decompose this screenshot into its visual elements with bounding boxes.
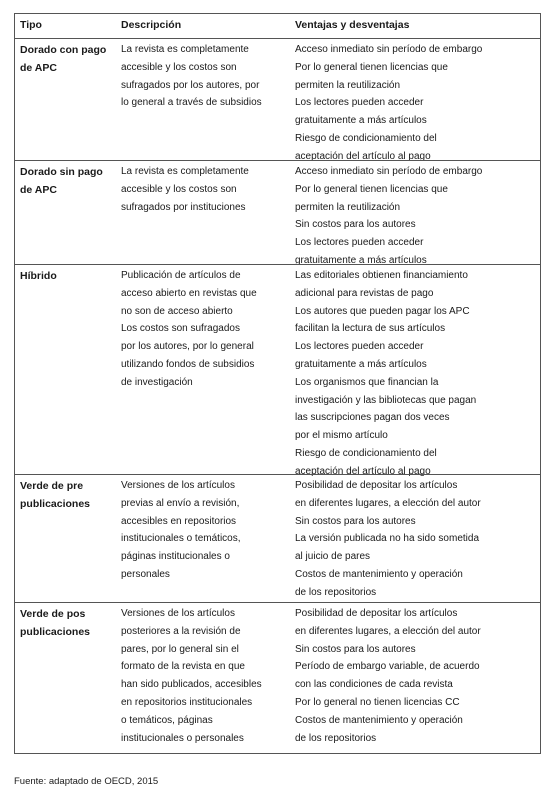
cell-line: Riesgo de condicionamiento del <box>295 132 437 144</box>
cell-line: acceso abierto en revistas que <box>121 287 257 299</box>
cell-line: accesible y los costos son <box>121 183 237 195</box>
cell-pros-cons <box>295 41 535 166</box>
cell-line: sufragados por los autores, por <box>121 79 260 91</box>
cell-line: Versiones de los artículos <box>121 608 235 619</box>
cell-line: Acceso inmediato sin período de embargo <box>295 166 483 177</box>
table-row <box>15 474 540 602</box>
cell-line: La revista es completamente <box>121 166 249 177</box>
cell-line: permiten la reutilización <box>295 201 401 213</box>
cell-pros-cons <box>295 267 535 481</box>
cell-line: al juicio de pares <box>295 551 371 563</box>
cell-line: lo general a través de subsidios <box>121 97 262 109</box>
cell-line: Por lo general tienen licencias que <box>295 183 448 195</box>
cell-line: en diferentes lugares, a elección del autor <box>295 625 481 637</box>
cell-line: Híbrido <box>20 270 57 282</box>
cell-line: accesibles en repositorios <box>121 515 237 527</box>
cell-line: Verde de pre <box>20 480 84 492</box>
cell-line: Costos de mantenimiento y operación <box>295 568 463 580</box>
table-row <box>15 602 540 753</box>
cell-description <box>121 605 291 747</box>
cell-line: Las editoriales obtienen financiamiento <box>295 270 468 281</box>
header-type: Tipo <box>20 19 42 31</box>
cell-line: previas al envío a revisión, <box>121 497 240 509</box>
cell-pros-cons <box>295 605 535 747</box>
source-note: Fuente: adaptado de OECD, 2015 <box>14 776 159 787</box>
cell-line: han sido publicados, accesibles <box>121 679 262 691</box>
cell-line: Por lo general no tienen licencias CC <box>295 696 460 708</box>
cell-line: por el mismo artículo <box>295 430 388 442</box>
cell-type <box>20 267 116 285</box>
cell-type <box>20 41 116 77</box>
cell-line: gratuitamente a más artículos <box>295 254 427 266</box>
table-header <box>15 14 540 38</box>
cell-line: de los repositorios <box>295 732 377 744</box>
cell-line: Los lectores pueden acceder <box>295 97 424 109</box>
cell-type <box>20 605 116 641</box>
cell-line: pares, por lo general sin el <box>121 643 239 655</box>
cell-line: Por lo general tienen licencias que <box>295 61 448 73</box>
cell-line: de investigación <box>121 376 193 388</box>
cell-line: de los repositorios <box>295 586 377 598</box>
cell-line: facilitan la lectura de sus artículos <box>295 323 446 335</box>
cell-line: La versión publicada no ha sido sometida <box>295 533 480 545</box>
cell-line: aceptación del artículo al pago <box>295 465 431 477</box>
cell-line: o temáticos, páginas <box>121 714 213 726</box>
cell-line: adicional para revistas de pago <box>295 287 434 299</box>
header-description: Descripción <box>121 19 182 31</box>
cell-line: Los lectores pueden acceder <box>295 341 424 353</box>
cell-line: posteriores a la revisión de <box>121 625 241 637</box>
cell-pros-cons <box>295 477 535 602</box>
cell-line: Los lectores pueden acceder <box>295 237 424 249</box>
header-pros-cons: Ventajas y desventajas <box>295 19 410 31</box>
cell-line: institucionales o temáticos, <box>121 533 241 545</box>
table-row <box>15 160 540 264</box>
table-row <box>15 264 540 477</box>
cell-line: gratuitamente a más artículos <box>295 115 427 127</box>
cell-line: Período de embargo variable, de acuerdo <box>295 661 480 673</box>
cell-line: Los costos son sufragados <box>121 323 240 335</box>
cell-line: La revista es completamente <box>121 44 249 55</box>
cell-line: de APC <box>20 62 57 74</box>
cell-line: gratuitamente a más artículos <box>295 358 427 370</box>
cell-line: Publicación de artículos de <box>121 270 241 281</box>
cell-line: personales <box>121 568 170 580</box>
cell-line: Sin costos para los autores <box>295 219 416 231</box>
cell-line: Riesgo de condicionamiento del <box>295 447 437 459</box>
comparison-table <box>14 13 541 754</box>
cell-line: Dorado sin pago <box>20 166 103 178</box>
cell-line: accesible y los costos son <box>121 61 237 73</box>
cell-description <box>121 41 291 112</box>
cell-line: publicaciones <box>20 498 91 510</box>
cell-line: Dorado con pago <box>20 44 107 56</box>
cell-line: en repositorios institucionales <box>121 696 253 708</box>
cell-type <box>20 163 116 199</box>
cell-line: sufragados por instituciones <box>121 201 246 213</box>
cell-description <box>121 477 291 584</box>
cell-line: las suscripciones pagan dos veces <box>295 412 450 424</box>
cell-line: páginas institucionales o <box>121 551 230 563</box>
cell-line: Los autores que pueden pagar los APC <box>295 305 470 317</box>
cell-line: Sin costos para los autores <box>295 643 416 655</box>
cell-line: con las condiciones de cada revista <box>295 679 453 691</box>
cell-line: Versiones de los artículos <box>121 480 235 491</box>
cell-line: aceptación del artículo al pago <box>295 150 431 162</box>
cell-description <box>121 267 291 392</box>
cell-line: Posibilidad de depositar los artículos <box>295 608 458 619</box>
cell-line: por los autores, por lo general <box>121 341 254 353</box>
cell-line: Costos de mantenimiento y operación <box>295 714 463 726</box>
cell-line: permiten la reutilización <box>295 79 401 91</box>
cell-pros-cons <box>295 163 535 270</box>
cell-line: de APC <box>20 184 57 196</box>
cell-line: Sin costos para los autores <box>295 515 416 527</box>
cell-line: en diferentes lugares, a elección del autor <box>295 497 481 509</box>
cell-line: formato de la revista en que <box>121 661 245 673</box>
cell-line: Verde de pos <box>20 608 86 620</box>
cell-line: Los organismos que financian la <box>295 376 439 388</box>
cell-line: no son de acceso abierto <box>121 305 233 317</box>
table-row <box>15 38 540 160</box>
cell-line: institucionales o personales <box>121 732 244 744</box>
cell-description <box>121 163 291 216</box>
cell-type <box>20 477 116 513</box>
cell-line: utilizando fondos de subsidios <box>121 358 255 370</box>
cell-line: Posibilidad de depositar los artículos <box>295 480 458 491</box>
cell-line: investigación y las bibliotecas que pagan <box>295 394 477 406</box>
cell-line: Acceso inmediato sin período de embargo <box>295 44 483 55</box>
cell-line: publicaciones <box>20 626 91 638</box>
